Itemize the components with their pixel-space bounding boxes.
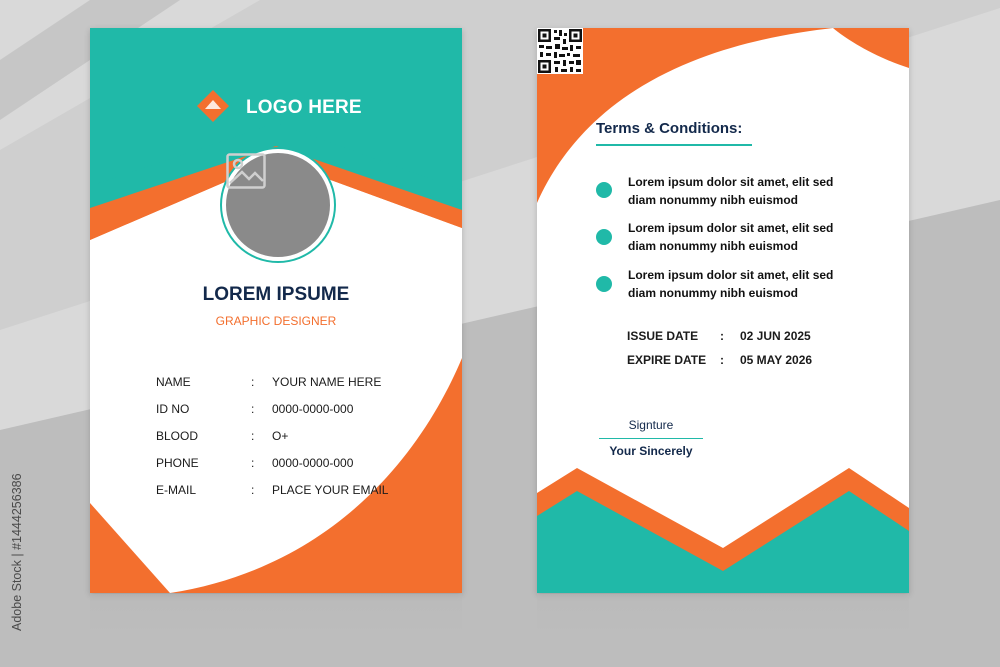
field-label: NAME	[156, 375, 191, 389]
field-value: 0000-0000-000	[272, 456, 354, 470]
svg-text:Adobe Stock | #1444256386: Adobe Stock | #1444256386	[10, 473, 24, 631]
issue-date-label: ISSUE DATE	[627, 329, 699, 343]
id-card-back	[537, 28, 909, 593]
term-line: Lorem ipsum dolor sit amet, elit sed	[628, 221, 834, 235]
field-label: E-MAIL	[156, 483, 197, 497]
term-item	[628, 266, 888, 302]
photo-placeholder[interactable]	[222, 149, 334, 261]
field-value: YOUR NAME HERE	[272, 375, 382, 389]
field-label: ID NO	[156, 402, 190, 416]
field-value: O+	[272, 429, 289, 443]
signature-label: Signture	[628, 418, 674, 432]
expire-date-label: EXPIRE DATE	[627, 353, 707, 367]
signature-name: Your Sincerely	[609, 444, 693, 458]
holder-role: GRAPHIC DESIGNER	[215, 314, 337, 328]
field-phone-row	[156, 456, 456, 476]
issue-date-row	[627, 329, 811, 343]
issue-date-value: 02 JUN 2025	[740, 329, 811, 343]
terms-title: Terms & Conditions:	[596, 120, 743, 137]
back-shapes	[537, 28, 909, 593]
diamond-logo-icon	[196, 89, 230, 123]
term-line: diam nonummy nibh euismod	[628, 286, 799, 300]
field-name-row	[156, 375, 456, 395]
term-line: diam nonummy nibh euismod	[628, 193, 799, 207]
stock-id-watermark	[6, 395, 26, 635]
field-separator: :	[251, 402, 255, 416]
issue-date-separator: :	[720, 329, 724, 343]
field-separator: :	[251, 429, 255, 443]
expire-date-value: 05 MAY 2026	[740, 353, 813, 367]
field-email-row	[156, 483, 456, 503]
bullet-icon	[596, 182, 612, 198]
field-separator: :	[251, 483, 255, 497]
field-id-row	[156, 402, 456, 422]
bullet-icon	[596, 229, 612, 245]
term-line: Lorem ipsum dolor sit amet, elit sed	[628, 268, 834, 282]
bullet-icon	[596, 276, 612, 292]
image-placeholder-icon	[226, 153, 266, 189]
term-line: Lorem ipsum dolor sit amet, elit sed	[628, 175, 834, 189]
expire-date-separator: :	[720, 353, 724, 367]
terms-underline	[596, 144, 752, 146]
field-label: BLOOD	[156, 429, 199, 443]
field-separator: :	[251, 375, 255, 389]
id-card-front	[90, 28, 462, 593]
back-card-reflection	[537, 594, 909, 634]
field-value: PLACE YOUR EMAIL	[272, 483, 389, 497]
field-label: PHONE	[156, 456, 199, 470]
field-blood-row	[156, 429, 456, 449]
logo-text: LOGO HERE	[246, 97, 362, 118]
field-value: 0000-0000-000	[272, 402, 354, 416]
holder-name: LOREM IPSUME	[202, 284, 350, 305]
term-item	[628, 173, 888, 209]
front-card-reflection	[90, 594, 462, 634]
field-separator: :	[251, 456, 255, 470]
term-item	[628, 219, 888, 255]
expire-date-row	[627, 353, 813, 367]
qr-code-icon	[537, 28, 583, 74]
signature-line	[599, 438, 703, 439]
term-line: diam nonummy nibh euismod	[628, 239, 799, 253]
